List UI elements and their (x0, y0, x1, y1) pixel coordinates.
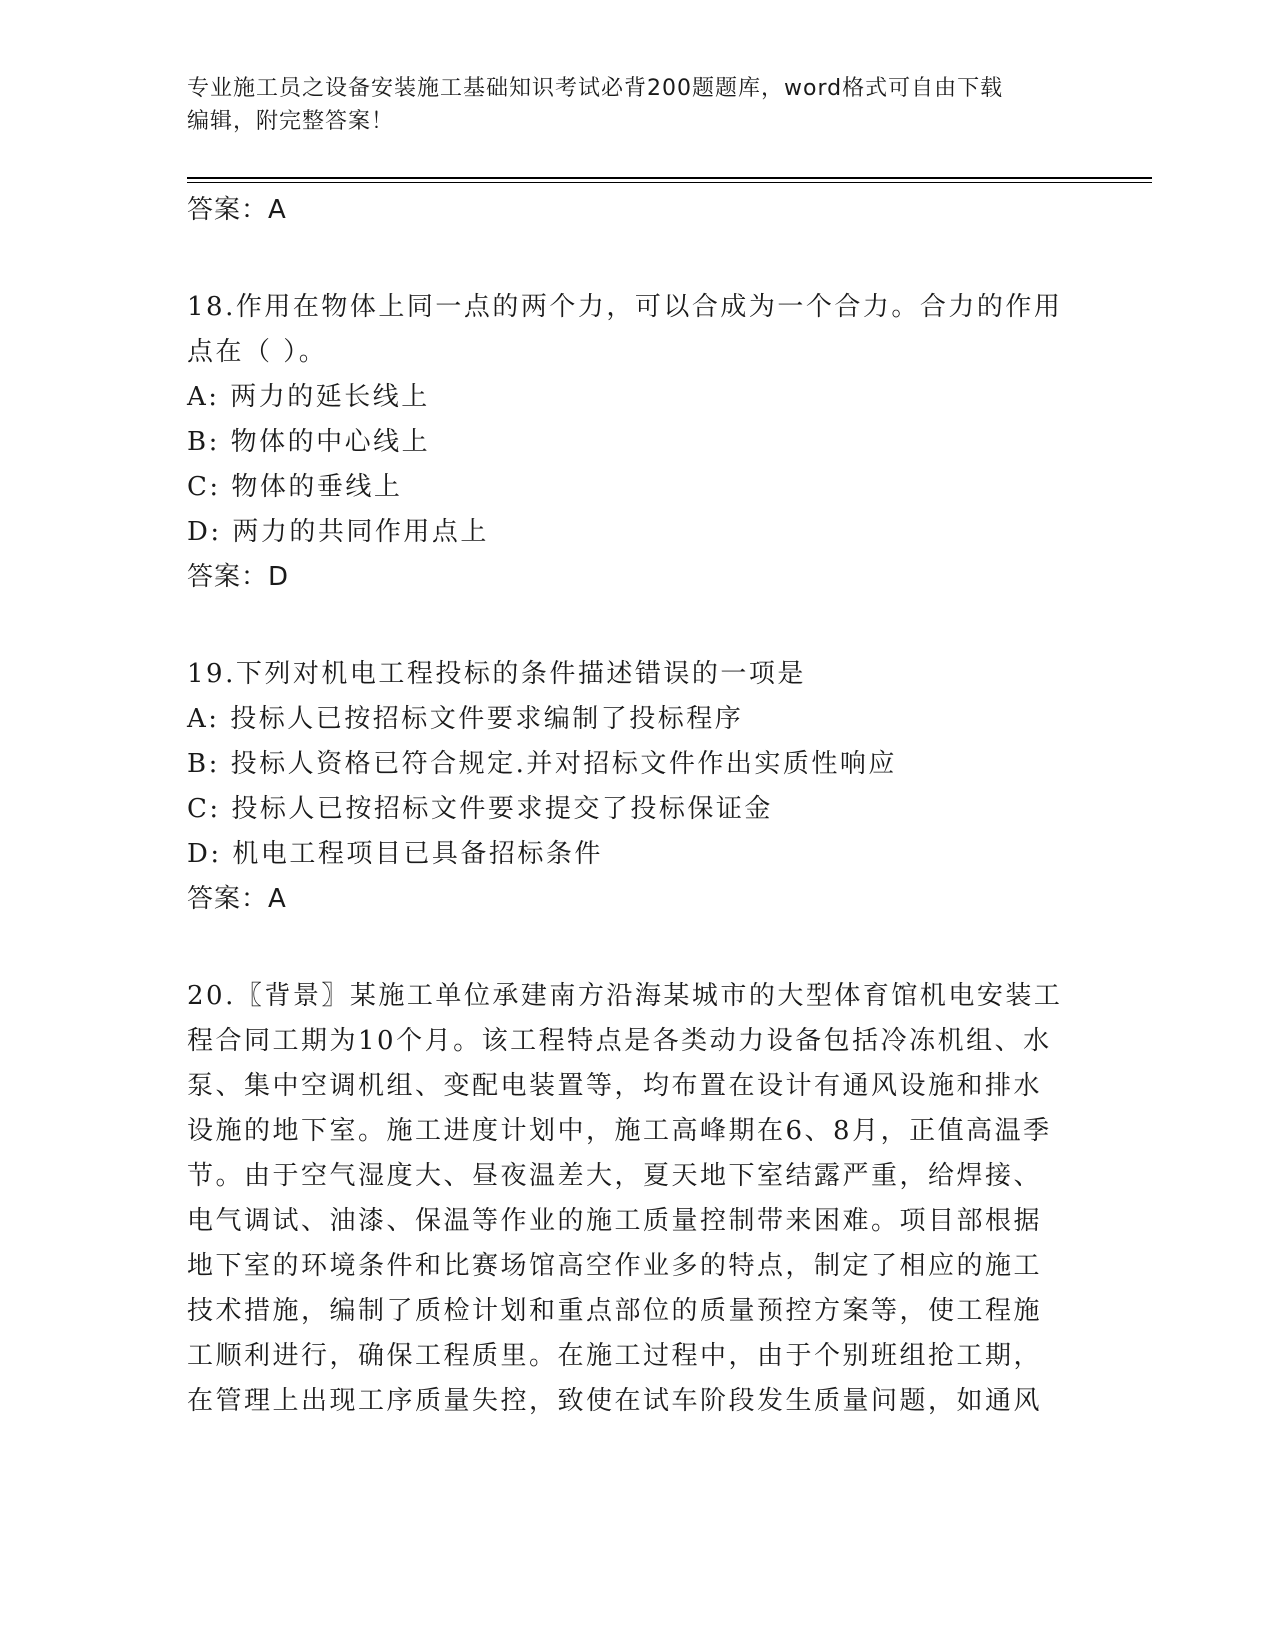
paragraph-line: 工顺利进行，确保工程质里。在施工过程中，由于个别班组抢工期， (187, 1341, 1043, 1371)
header-divider-thin (187, 182, 1152, 183)
question-20-background (187, 974, 1087, 1424)
question-stem-line: 点在（ ）。 (187, 337, 328, 367)
answer-label: 答案：D (187, 562, 290, 592)
paragraph-line: 20.〖背景〗某施工单位承建南方沿海某城市的大型体育馆机电安装工 (187, 981, 1063, 1011)
spacer (187, 600, 1087, 652)
question-19 (187, 652, 1087, 922)
option-c: C: 投标人已按招标文件要求提交了投标保证金 (187, 794, 773, 824)
option-a: A: 投标人已按招标文件要求编制了投标程序 (187, 704, 744, 734)
question-stem-line: 18.作用在物体上同一点的两个力，可以合成为一个合力。合力的作用 (187, 292, 1063, 322)
spacer (187, 233, 1087, 285)
header-divider-thick (187, 177, 1152, 179)
spacer (187, 922, 1087, 974)
page-header (187, 72, 1067, 138)
option-b: B: 投标人资格已符合规定.并对招标文件作出实质性响应 (187, 749, 897, 779)
paragraph-line: 电气调试、油漆、保温等作业的施工质量控制带来困难。项目部根据 (187, 1206, 1043, 1236)
paragraph-line: 在管理上出现工序质量失控，致使在试车阶段发生质量问题，如通风 (187, 1386, 1043, 1416)
header-line-1: 专业施工员之设备安装施工基础知识考试必背200题题库，word格式可自由下载 (187, 76, 1004, 101)
paragraph-line: 节。由于空气湿度大、昼夜温差大，夏天地下室结露严重，给焊接、 (187, 1161, 1043, 1191)
option-d: D: 两力的共同作用点上 (187, 517, 489, 547)
document-body (187, 188, 1087, 1424)
paragraph-line: 程合同工期为10个月。该工程特点是各类动力设备包括冷冻机组、水 (187, 1026, 1052, 1056)
option-d: D: 机电工程项目已具备招标条件 (187, 839, 603, 869)
option-a: A: 两力的延长线上 (187, 382, 430, 412)
paragraph-line: 地下室的环境条件和比赛场馆高空作业多的特点，制定了相应的施工 (187, 1251, 1043, 1281)
paragraph-line: 泵、集中空调机组、变配电装置等，均布置在设计有通风设施和排水 (187, 1071, 1043, 1101)
paragraph-line: 技术措施，编制了质检计划和重点部位的质量预控方案等，使工程施 (187, 1296, 1043, 1326)
answer-label: 答案：A (187, 884, 287, 914)
header-line-2: 编辑，附完整答案！ (187, 109, 395, 134)
paragraph-line: 设施的地下室。施工进度计划中，施工高峰期在6、8月，正值高温季 (187, 1116, 1052, 1146)
question-stem-line: 19.下列对机电工程投标的条件描述错误的一项是 (187, 659, 806, 689)
question-18 (187, 285, 1087, 600)
previous-answer: 答案：A (187, 195, 287, 225)
option-c: C: 物体的垂线上 (187, 472, 403, 502)
option-b: B: 物体的中心线上 (187, 427, 431, 457)
